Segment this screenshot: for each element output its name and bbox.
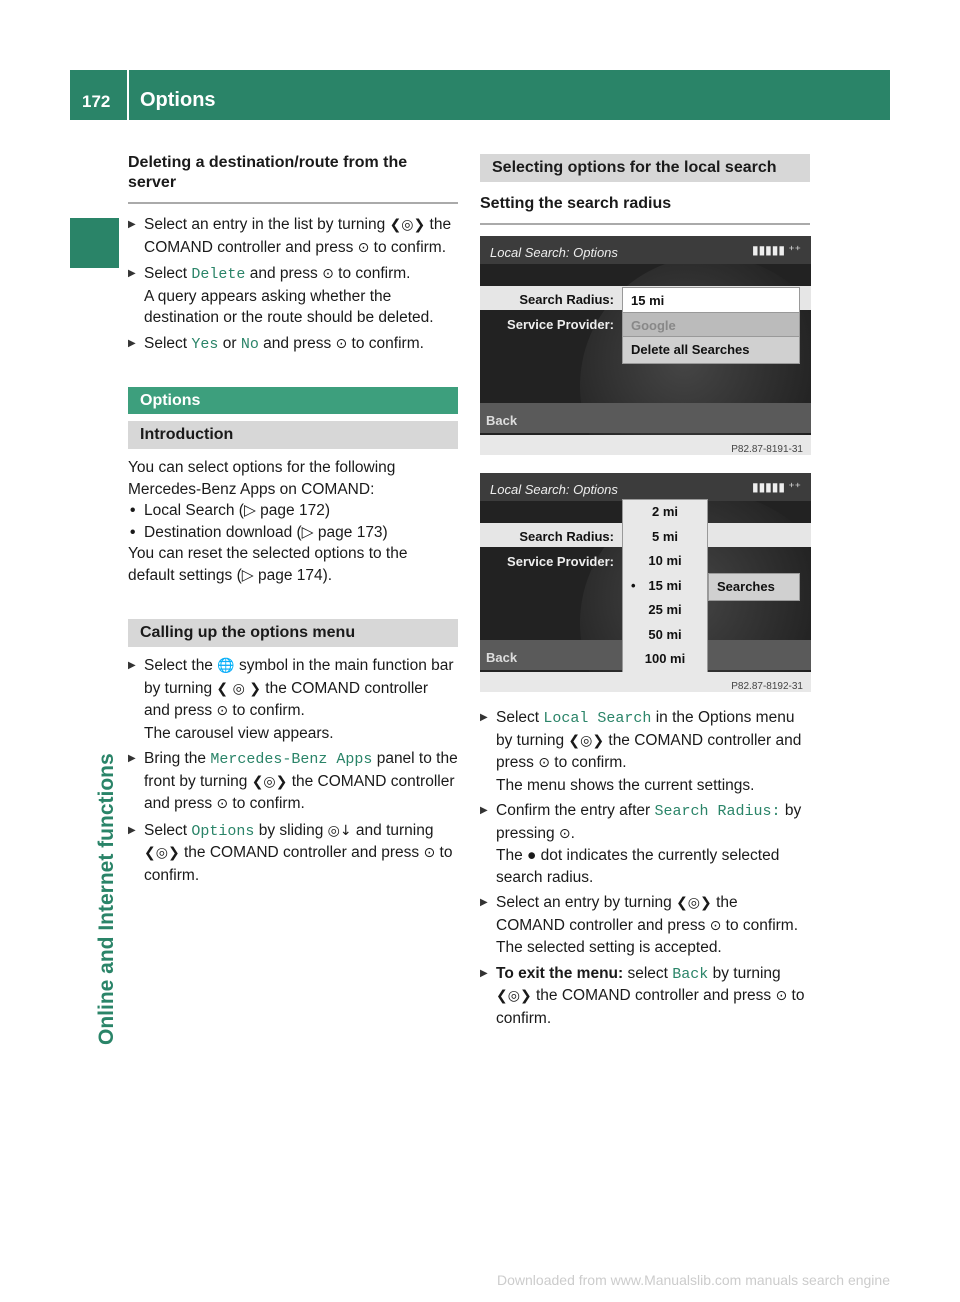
controller-turn-icon: ❮◎❯ <box>389 217 426 233</box>
controller-turn-icon: ❮◎❯ <box>568 732 605 749</box>
back-item: Back <box>480 640 811 670</box>
search-radius-row: Search Radius: <box>480 523 811 547</box>
controller-press-icon: ⊙ <box>357 239 370 256</box>
controller-turn-icon: ❮◎❯ <box>676 895 712 911</box>
list-item: • Destination download (▷ page 173) <box>128 522 458 544</box>
controller-turn-icon: ❮◎❯ <box>496 988 532 1004</box>
search-radius-heading: Setting the search radius <box>480 195 672 212</box>
controller-press-icon: ⊙ <box>775 988 788 1004</box>
calling-band: Calling up the options menu <box>128 619 458 647</box>
page-title: Options <box>140 89 216 111</box>
menu-term: Search Radius: <box>654 803 781 820</box>
list-item: • Local Search (▷ page 172) <box>128 500 458 522</box>
search-radius-value: 15 mi <box>622 287 800 315</box>
provider-row: Service Provider: Google <box>480 312 811 334</box>
step-item: ▶ Select an entry by turning ❮◎❯ the COMAND controller and press ⊙ to confirm. The selected setting is accepted. <box>480 892 810 959</box>
step-item: ▶ Select Options by sliding ◎↓ and turning ❮◎❯ the COMAND controller and press ⊙ to confirm. <box>128 820 458 887</box>
figure-code: P82.87-8192-31 <box>480 672 811 692</box>
signal-icon: ▮▮▮▮▮ ⁺⁺ <box>751 480 801 494</box>
section-label: Online and Internet functions <box>95 753 118 1045</box>
search-radius-row: Search Radius: 15 mi <box>480 286 811 310</box>
screenshot-radius-list <box>480 473 811 692</box>
delete-all-searches-button: Delete all Searches <box>622 336 800 364</box>
options-band: Options <box>128 387 458 414</box>
step-item: ▶ Confirm the entry after Search Radius: by pressing ⊙. The ● dot indicates the currently selected search radius. <box>480 800 810 888</box>
controller-press-icon: ⊙ <box>423 845 436 861</box>
controller-turn-icon: ❮◎❯ <box>251 773 288 790</box>
reset-text: You can reset the selected options to the default settings (▷ page 174). <box>128 545 408 584</box>
screenshot-options <box>480 236 811 455</box>
radius-option: 10 mi <box>648 553 682 568</box>
step-item: ▶ Bring the Mercedes-Benz Apps panel to the front by turning ❮◎❯ the COMAND controller and press ⊙ to confirm. <box>128 748 458 816</box>
radius-option: 25 mi <box>648 602 682 617</box>
controller-press-icon: ⊙ <box>709 917 722 934</box>
step-item: ▶ Select Local Search in the Options menu by turning ❮◎❯ the COMAND controller and press ⊙ to confirm. The menu shows the current settings. <box>480 707 810 796</box>
controller-press-icon: ⊙ <box>216 796 229 812</box>
delete-all-searches-button: Searches <box>708 573 800 601</box>
sidebar-tab <box>70 218 119 268</box>
back-item: Back <box>480 403 811 433</box>
delete-heading: Deleting a destination/route from the server <box>128 154 408 191</box>
controller-turn-icon: ❮◎❯ <box>144 845 180 861</box>
controller-press-icon: ⊙ <box>322 266 334 282</box>
globe-icon: 🌐 <box>217 658 235 674</box>
menu-term: Local Search <box>543 710 652 727</box>
menu-term: Yes <box>191 335 219 353</box>
menu-term: Mercedes-Benz Apps <box>210 751 373 768</box>
figure-code: P82.87-8191-31 <box>480 435 811 455</box>
step-item: ▶ Select Yes or No and press ⊙ to confirm. <box>128 333 458 356</box>
heading-rule <box>128 202 458 204</box>
page-number: 172 <box>82 92 111 111</box>
screen-title: Local Search: Options ▮▮▮▮▮ ⁺⁺ <box>480 236 811 264</box>
menu-term: Delete <box>191 266 246 283</box>
provider-value: Google <box>622 312 800 340</box>
radius-dropdown <box>622 499 708 673</box>
local-search-band: Selecting options for the local search <box>480 154 810 182</box>
right-column <box>480 154 810 1033</box>
introduction-band: Introduction <box>128 421 458 449</box>
step-item: ▶ Select Delete and press ⊙ to confirm. A query appears asking whether the destination or the route should be deleted. <box>128 263 458 329</box>
left-column <box>128 153 458 890</box>
header-divider <box>127 70 129 120</box>
radius-option-selected: • 15 mi <box>623 574 707 599</box>
signal-icon: ▮▮▮▮▮ ⁺⁺ <box>751 243 801 257</box>
screen-title: Local Search: Options ▮▮▮▮▮ ⁺⁺ <box>480 473 811 501</box>
delete-row <box>480 336 811 358</box>
step-item: ▶ Select an entry in the list by turning ❮◎❯ the COMAND controller and press ⊙ to confirm. <box>128 214 458 259</box>
radius-option: 2 mi <box>651 504 678 519</box>
radius-option: 50 mi <box>648 626 682 642</box>
controller-press-icon: ⊙ <box>538 755 550 771</box>
radius-option: 100 mi <box>644 651 686 666</box>
controller-press-icon: ⊙ <box>558 825 571 842</box>
heading-rule <box>480 223 810 225</box>
step-item: ▶ Select the 🌐 symbol in the main function bar by turning ❮ ◎ ❯ the COMAND controller and press ⊙ to confirm. The carousel view appears. <box>128 655 458 744</box>
controller-press-icon: ⊙ <box>216 703 229 719</box>
controller-press-icon: ⊙ <box>335 335 348 352</box>
intro-text: You can select options for the following Mercedes-Benz Apps on COMAND: <box>128 459 396 498</box>
provider-row: Service Provider: <box>507 554 614 569</box>
menu-term: No <box>240 335 259 353</box>
menu-term: Back <box>672 965 709 983</box>
menu-term: Options <box>191 822 255 840</box>
controller-slide-icon: ◎↓ <box>327 822 352 839</box>
radius-option: 5 mi <box>651 528 678 544</box>
step-item: ▶ To exit the menu: select Back by turning ❮◎❯ the COMAND controller and press ⊙ to confirm. <box>480 963 810 1030</box>
controller-turn-icon: ❮ ◎ ❯ <box>216 680 261 697</box>
watermark-url: Downloaded from www.Manualslib.com manuals search engine <box>497 1272 890 1288</box>
